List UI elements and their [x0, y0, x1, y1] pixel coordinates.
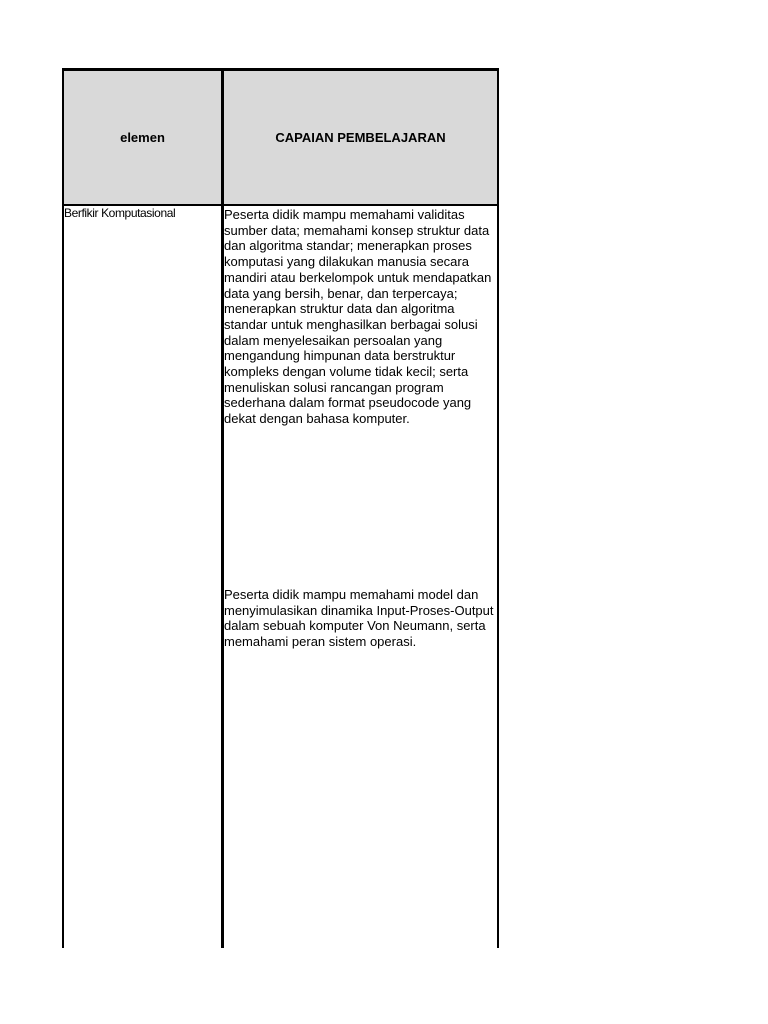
- table-left-border: [62, 68, 64, 948]
- header-label-elemen: elemen: [120, 130, 165, 145]
- table-right-border: [497, 68, 499, 948]
- capaian-paragraph-1: Peserta didik mampu memahami validitas sumber data; memahami konsep struktur data dan algoritma standar; menerapkan proses komputasi yang dilakukan manusia secara mandiri atau berkelompok untuk mendapatkan data yang bersih, benar, dan terpercaya; menerapkan struktur data dan algoritma standar untuk menghasilkan berbagai solusi dalam menyelesaikan persoalan yang mengandung himpunan data berstruktur kompleks dengan volume tidak kecil; serta menuliskan solusi rancangan program sederhana dalam format pseudocode yang dekat dengan bahasa komputer.: [224, 207, 492, 427]
- column-divider: [221, 68, 224, 948]
- table-top-border: [62, 68, 499, 71]
- capaian-paragraph-2: Peserta didik mampu memahami model dan menyimulasikan dinamika Input-Proses-Output dalam sebuah komputer Von Neumann, serta memahami peran sistem operasi.: [224, 587, 494, 650]
- elemen-cell: Berfikir Komputasional: [64, 206, 176, 220]
- header-label-capaian: CAPAIAN PEMBELAJARAN: [275, 130, 446, 145]
- header-cell-elemen: [63, 69, 222, 206]
- header-cell-capaian: [222, 69, 499, 206]
